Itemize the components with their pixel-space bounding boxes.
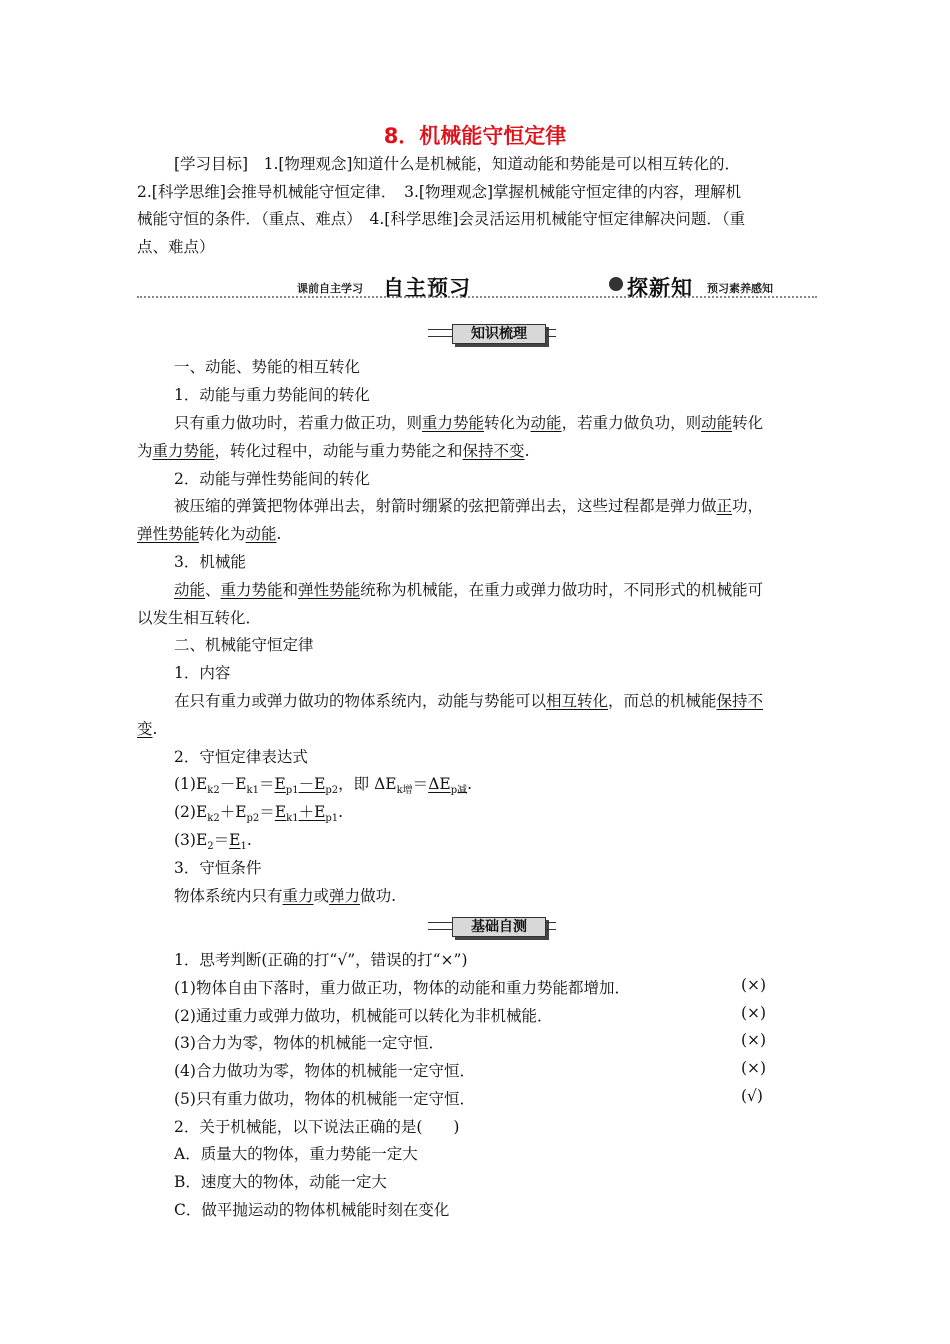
formula-3: $(3)E_2=E_1$. bbox=[174, 831, 252, 853]
heading-2: 二、机械能守恒定律 bbox=[174, 636, 314, 654]
section-banner bbox=[137, 272, 817, 304]
formula-1: $(1)E_{k2}-E_{k1}=E_{p1}-E_{p2}$，即 $\Delta E_{k增}=\Delta E_{p减}$. bbox=[174, 775, 473, 797]
paragraph-2-cont: 弹性势能转化为动能. bbox=[137, 525, 282, 543]
banner-left-label: 课前自主学习 bbox=[297, 282, 363, 295]
goals-line-1: [学习目标] 1.[物理观念]知道什么是机械能，知道动能和势能是可以相互转化的． bbox=[174, 155, 740, 173]
option-c: C．做平抛运动的物体机械能时刻在变化 bbox=[174, 1201, 450, 1219]
judge-item-4: (4)合力做功为零，物体的机械能一定守恒． bbox=[174, 1062, 475, 1080]
judge-item-1: (1)物体自由下落时，重力做正功，物体的动能和重力势能都增加． bbox=[174, 979, 630, 997]
judge-mark-5: (√) bbox=[741, 1087, 763, 1105]
goals-line-4: 点、难点） bbox=[137, 238, 215, 256]
paragraph-3: 动能、重力势能和弹性势能统称为机械能，在重力或弹力做功时，不同形式的机械能可 bbox=[174, 581, 764, 599]
paragraph-5: 物体系统内只有重力或弹力做功. bbox=[174, 887, 396, 905]
paragraph-4-cont: 变. bbox=[137, 720, 158, 738]
question-2: 2．关于机械能，以下说法正确的是( ) bbox=[174, 1118, 460, 1136]
section-header-selftest bbox=[428, 917, 556, 937]
paragraph-2: 被压缩的弹簧把物体弹出去，射箭时绷紧的弦把箭弹出去，这些过程都是弹力做正功， bbox=[174, 497, 764, 515]
page-title: 8．机械能守恒定律 bbox=[383, 124, 567, 148]
goals-line-2: 2.[科学思维]会推导机械能守恒定律． 3.[物理观念]掌握机械能守恒定律的内容，理解机 bbox=[137, 183, 742, 201]
banner-title-left: 自主预习 bbox=[383, 276, 471, 300]
heading-2-1: 1．内容 bbox=[174, 664, 231, 682]
judge-item-2: (2)通过重力或弹力做功，机械能可以转化为非机械能． bbox=[174, 1007, 553, 1025]
formula-2: $(2)E_{k2}+E_{p2}=E_{k1}+E_{p1}$. bbox=[174, 803, 344, 825]
question-1: 1．思考判断(正确的打“√”，错误的打“×”) bbox=[174, 951, 468, 969]
option-a: A．质量大的物体，重力势能一定大 bbox=[174, 1145, 418, 1163]
section-label: 基础自测 bbox=[452, 917, 546, 937]
paragraph-1-cont: 为重力势能，转化过程中，动能与重力势能之和保持不变. bbox=[137, 442, 530, 460]
heading-1-1: 1．动能与重力势能间的转化 bbox=[174, 386, 370, 404]
judge-mark-2: (×) bbox=[741, 1004, 767, 1022]
judge-mark-1: (×) bbox=[741, 976, 767, 994]
paragraph-4: 在只有重力或弹力做功的物体系统内，动能与势能可以相互转化，而总的机械能保持不 bbox=[174, 692, 764, 710]
banner-title-right: 探新知 bbox=[627, 276, 693, 300]
goals-line-3: 械能守恒的条件．（重点、难点） 4.[科学思维]会灵活运用机械能守恒定律解决问题．（重 bbox=[137, 210, 746, 228]
heading-2-3: 3．守恒条件 bbox=[174, 859, 262, 877]
paragraph-3-cont: 以发生相互转化． bbox=[137, 609, 262, 627]
section-label: 知识梳理 bbox=[452, 324, 546, 344]
section-header-knowledge bbox=[428, 324, 556, 344]
judge-mark-3: (×) bbox=[741, 1031, 767, 1049]
heading-1-3: 3．机械能 bbox=[174, 553, 246, 571]
heading-2-2: 2．守恒定律表达式 bbox=[174, 748, 308, 766]
judge-mark-4: (×) bbox=[741, 1059, 767, 1077]
banner-arrow-icon bbox=[609, 277, 623, 291]
judge-item-3: (3)合力为零，物体的机械能一定守恒． bbox=[174, 1034, 444, 1052]
heading-1: 一、动能、势能的相互转化 bbox=[174, 358, 361, 376]
option-b: B．速度大的物体，动能一定大 bbox=[174, 1173, 387, 1191]
judge-item-5: (5)只有重力做功，物体的机械能一定守恒． bbox=[174, 1090, 475, 1108]
paragraph-1: 只有重力做功时，若重力做正功，则重力势能转化为动能，若重力做负功，则动能转化 bbox=[174, 414, 764, 432]
heading-1-2: 2．动能与弹性势能间的转化 bbox=[174, 470, 370, 488]
banner-right-label: 预习素养感知 bbox=[707, 282, 773, 295]
banner-dotted-rule bbox=[137, 296, 817, 298]
